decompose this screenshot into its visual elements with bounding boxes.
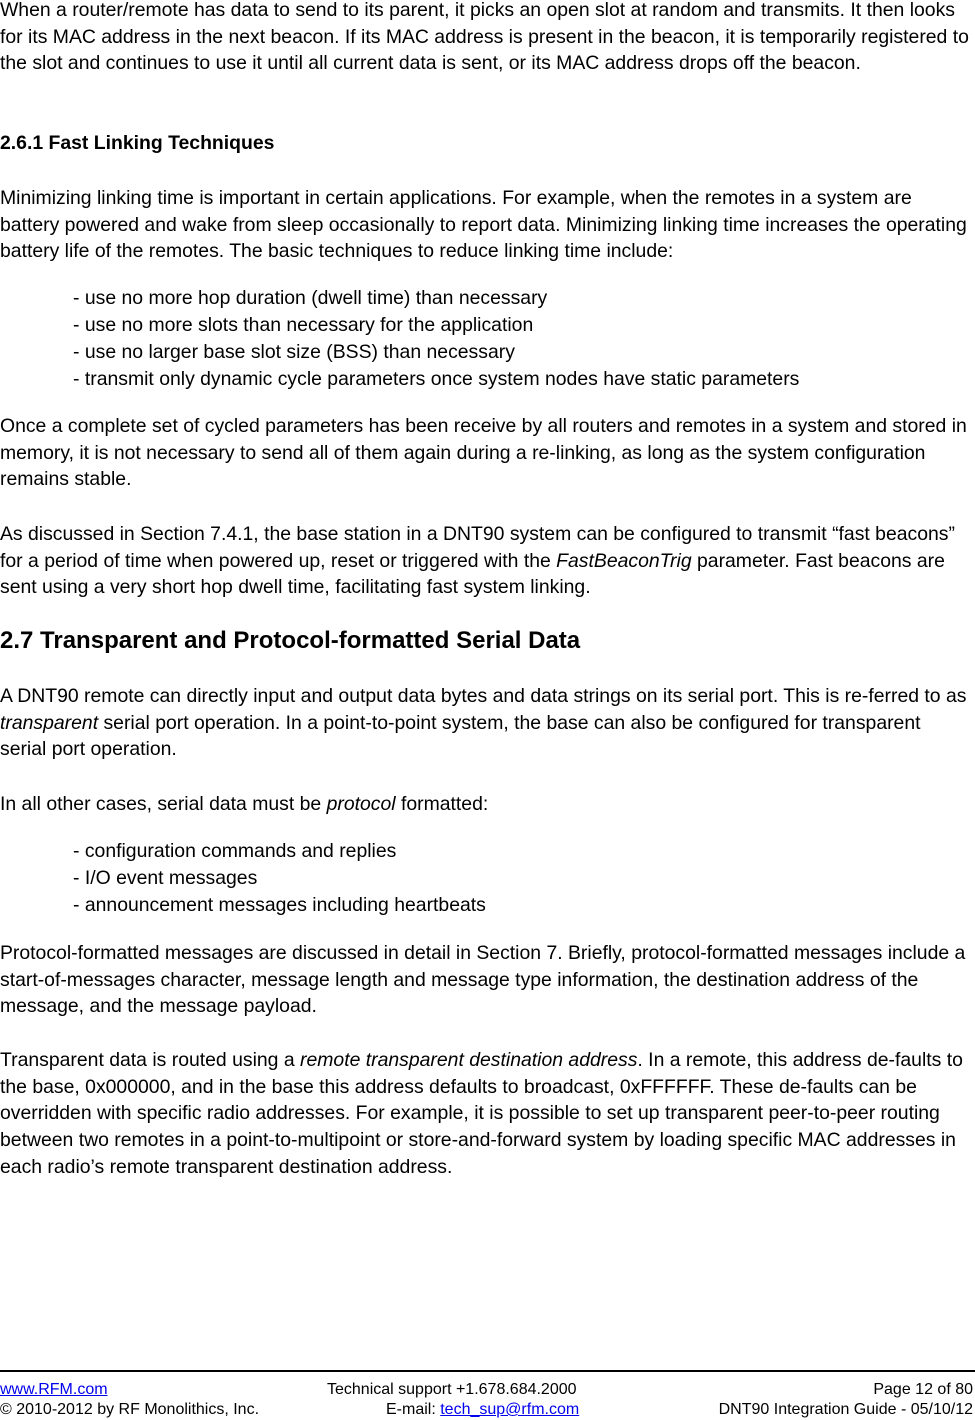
list-item: - configuration commands and replies: [73, 840, 397, 862]
section-heading-2-6-1: 2.6.1 Fast Linking Techniques: [0, 132, 275, 154]
footer-divider: [0, 1370, 975, 1372]
list-item: - use no more hop duration (dwell time) than necessary: [73, 287, 548, 309]
footer-website-link[interactable]: www.RFM.com: [0, 1381, 108, 1398]
paragraph-transparent: A DNT90 remote can directly input and output data bytes and data strings on its serial port. This is re-ferred to as transparent serial port operation. In a point-to-point system, the base can also be configured for transparent serial port operation.: [0, 685, 967, 761]
list-item: - use no larger base slot size (BSS) than necessary: [73, 341, 515, 363]
footer-page-number: Page 12 of 80: [873, 1381, 973, 1398]
footer-email-link[interactable]: tech_sup@rfm.com: [440, 1401, 580, 1418]
list-item: - announcement messages including heartbeats: [73, 894, 486, 916]
list-item: - use no more slots than necessary for the application: [73, 314, 534, 336]
paragraph-linking-time: Minimizing linking time is important in certain applications. For example, when the remotes in a system are battery powered and wake from sleep occasionally to report data. Minimizing linking time increases the operating battery life of the remotes. The basic techniques to reduce linking time include:: [0, 187, 967, 263]
paragraph-slot-transmission: When a router/remote has data to send to its parent, it picks an open slot at random and transmits. It then looks for its MAC address in the next beacon. If its MAC address is present in the beacon, it is temporarily registered to the slot and continues to use it until all current data is sent, or its MAC address drops off the beacon.: [0, 0, 969, 75]
section-heading-2-7: 2.7 Transparent and Protocol-formatted Serial Data: [0, 627, 581, 654]
paragraph-protocol: In all other cases, serial data must be protocol formatted:: [0, 793, 489, 815]
list-item: - I/O event messages: [73, 867, 258, 889]
paragraph-protocol-messages: Protocol-formatted messages are discussed in detail in Section 7. Briefly, protocol-formatted messages include a start-of-messages character, message length and message type information, the destination address of the message, and the message payload.: [0, 942, 966, 1018]
paragraph-transparent-routing: Transparent data is routed using a remote transparent destination address. In a remote, this address de-faults to the base, 0x000000, and in the base this address defaults to broadcast, 0xFFFFFF. These de-faults can be overridden with specific radio addresses. For example, it is possible to set up transparent peer-to-peer routing between two remotes in a point-to-multipoint or store-and-forward system by loading specific MAC addresses in each radio’s remote transparent destination address.: [0, 1049, 963, 1178]
footer-doc-title: DNT90 Integration Guide - 05/10/12: [718, 1401, 973, 1418]
footer-copyright: © 2010-2012 by RF Monolithics, Inc.: [0, 1401, 260, 1418]
footer-support: Technical support +1.678.684.2000: [327, 1381, 577, 1398]
list-item: - transmit only dynamic cycle parameters once system nodes have static parameters: [73, 368, 800, 390]
footer-email: [386, 1400, 579, 1420]
footer-email-label: E-mail:: [386, 1401, 441, 1418]
paragraph-cycled-parameters: Once a complete set of cycled parameters has been receive by all routers and remotes in a system and stored in memory, it is not necessary to send all of them again during a re-linking, as long as the system configuration remains stable.: [0, 415, 967, 491]
paragraph-fast-beacons: As discussed in Section 7.4.1, the base station in a DNT90 system can be configured to transmit “fast beacons” for a period of time when powered up, reset or triggered with the FastBeaconTrig parameter. Fast beacons are sent using a very short hop dwell time, facilitating fast system linking.: [0, 523, 955, 599]
